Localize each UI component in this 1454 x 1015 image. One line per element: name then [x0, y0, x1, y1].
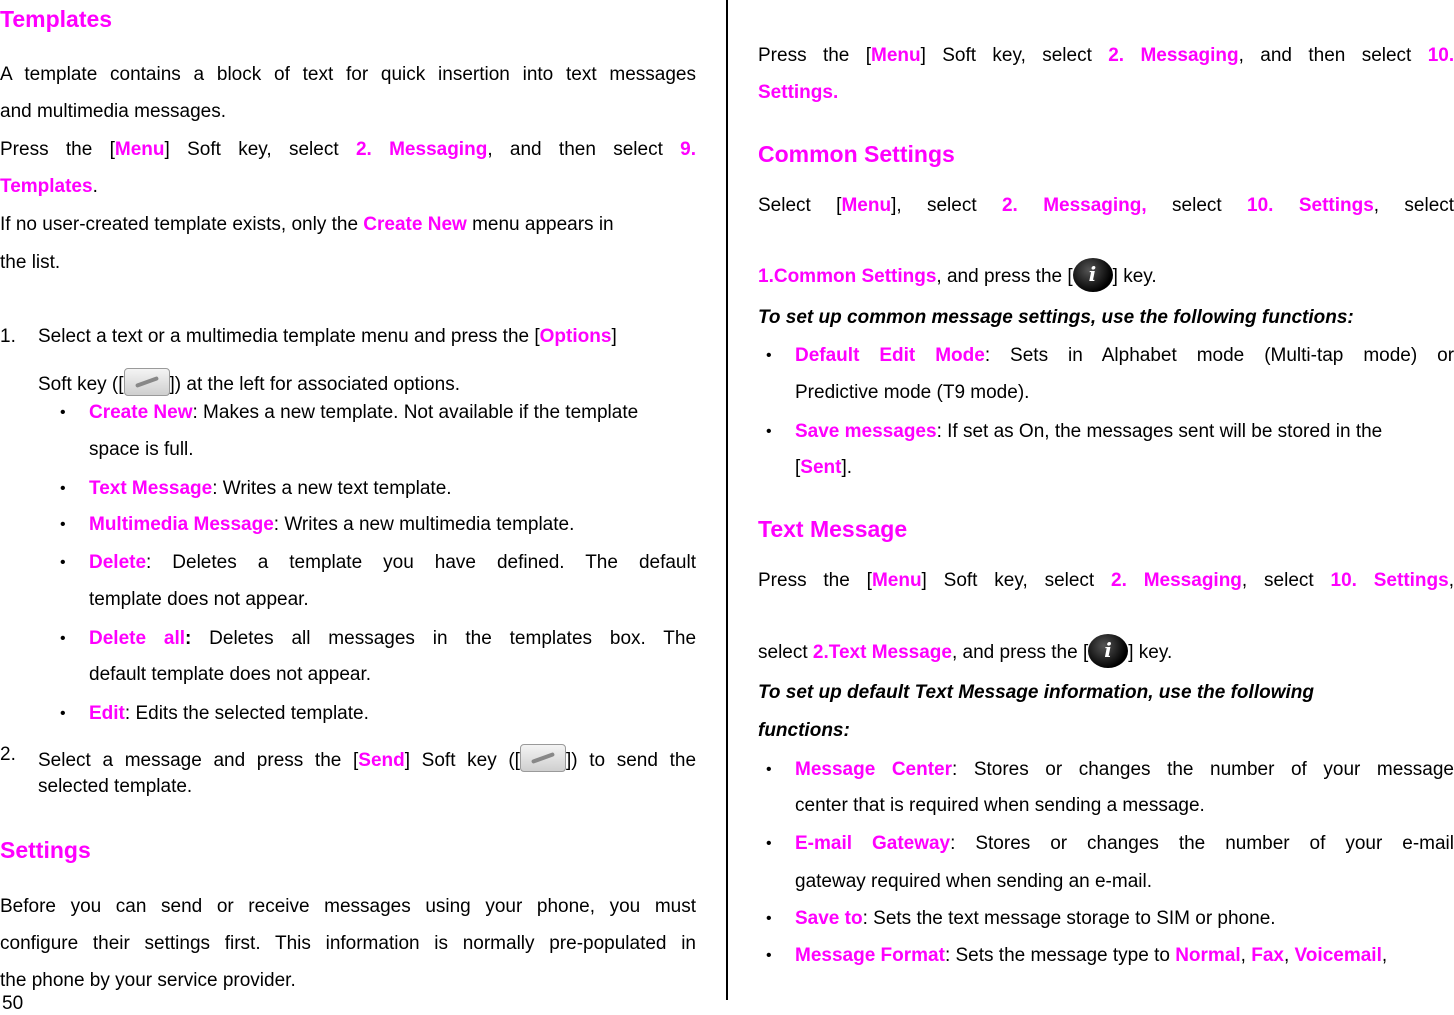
bullet-save-messages: • Save messages: If set as On, the messages sent will be stored in the — [795, 421, 1454, 443]
templates-heading: Templates — [0, 6, 113, 32]
common-settings-select-line2: 1.Common Settings, and press the [i ] key. — [758, 258, 1454, 292]
templates-intro-line2: and multimedia messages. — [0, 101, 226, 122]
bullet-edit: • Edit: Edits the selected template. — [89, 703, 696, 725]
bullet-create-new: • Create New: Makes a new template. Not available if the template — [89, 402, 696, 424]
text-message-heading: Text Message — [758, 516, 908, 542]
bullet-delete: • Delete: Deletes a template you have defined. The default — [89, 552, 696, 574]
bullet-message-center-cont: center that is required when sending a message. — [795, 795, 1205, 816]
bullet-email-gateway-cont: gateway required when sending an e-mail. — [795, 871, 1152, 892]
settings-body-line1: Before you can send or receive messages using your phone, you must — [0, 896, 696, 917]
text-message-press-line1: Press the [Menu] Soft key, select 2. Messaging, select 10. Settings, — [758, 570, 1454, 591]
ok-info-key-icon-2 — [1088, 634, 1128, 668]
step-2-number: 2. — [0, 744, 16, 765]
bullet-create-new-cont: space is full. — [89, 439, 194, 460]
no-user-template-line1: If no user-created template exists, only the Create New menu appears in — [0, 214, 614, 235]
text-message-intro-line2: functions: — [758, 720, 850, 741]
bullet-message-format: • Message Format: Sets the message type to Normal, Fax, Voicemail, — [795, 945, 1454, 967]
bullet-save-to: • Save to: Sets the text message storage to SIM or phone. — [795, 908, 1454, 930]
bullet-multimedia-message: • Multimedia Message: Writes a new multimedia template. — [89, 514, 696, 536]
templates-intro-line1: A template contains a block of text for quick insertion into text messages — [0, 64, 696, 85]
settings-heading: Settings — [0, 837, 91, 863]
common-settings-heading: Common Settings — [758, 141, 955, 167]
step-2-line1: 2. Select a message and press the [Send] Soft key ([ ]) to send the — [0, 744, 697, 771]
settings-body-line2: configure their settings first. This information is normally pre-populated in — [0, 933, 696, 954]
bullet-default-edit-mode: • Default Edit Mode: Sets in Alphabet mode (Multi-tap mode) or — [795, 345, 1454, 367]
page-number: 50 — [2, 993, 24, 1014]
settings-press-line2: Settings. — [758, 82, 839, 103]
column-divider — [726, 0, 728, 1000]
bullet-delete-all: • Delete all: Deletes all messages in the templates box. The — [89, 628, 696, 650]
step-1-line2: Soft key ([ ]) at the left for associated options. — [38, 368, 696, 396]
options-soft-key-icon — [124, 368, 170, 396]
no-user-template-line2: the list. — [0, 252, 61, 273]
bullet-message-center: • Message Center: Stores or changes the number of your message — [795, 759, 1454, 781]
bullet-default-edit-mode-cont: Predictive mode (T9 mode). — [795, 382, 1030, 403]
ok-info-key-icon — [1073, 258, 1113, 292]
step-2-line2: selected template. — [38, 776, 193, 797]
settings-body-line3: the phone by your service provider. — [0, 970, 296, 991]
bullet-text-message: • Text Message: Writes a new text template. — [89, 478, 696, 500]
bullet-save-messages-cont: [Sent]. — [795, 457, 853, 478]
templates-press-line2: Templates. — [0, 176, 98, 197]
text-message-press-line2: select 2.Text Message, and press the [i ] key. — [758, 634, 1454, 668]
step-1-line1: 1. Select a text or a multimedia template menu and press the [Options] — [0, 326, 617, 347]
send-soft-key-icon — [520, 744, 566, 772]
bullet-delete-all-cont: default template does not appear. — [89, 664, 372, 685]
common-settings-select-line1: Select [Menu], select 2. Messaging, select 10. Settings, select — [758, 195, 1454, 216]
step-1-number: 1. — [0, 326, 16, 347]
bullet-email-gateway: • E-mail Gateway: Stores or changes the number of your e-mail — [795, 833, 1454, 855]
text-message-intro-line1: To set up default Text Message information, use the following — [758, 682, 1314, 703]
common-settings-intro: To set up common message settings, use the following functions: — [758, 307, 1354, 328]
settings-press-line1: Press the [Menu] Soft key, select 2. Messaging, and then select 10. — [758, 45, 1454, 66]
templates-press-line1: Press the [Menu] Soft key, select 2. Messaging, and then select 9. — [0, 139, 697, 160]
bullet-delete-cont: template does not appear. — [89, 589, 309, 610]
